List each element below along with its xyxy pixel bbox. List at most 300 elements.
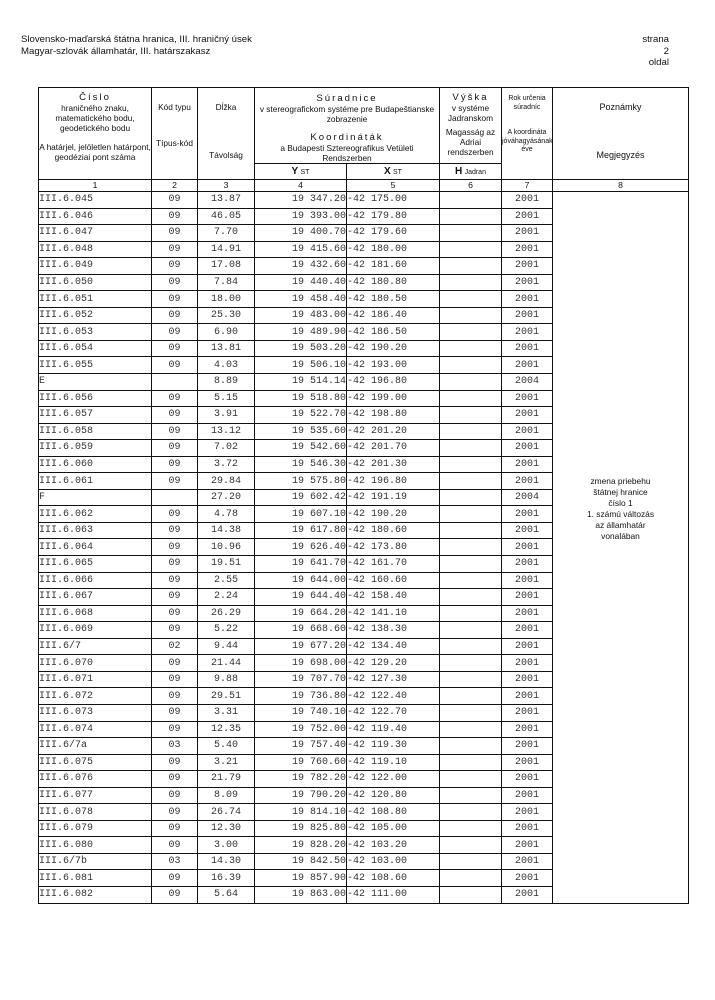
y-coordinate-cell: 19 644.40	[255, 589, 347, 606]
length-cell: 2.55	[198, 572, 255, 589]
y-coordinate-cell: 19 440.40	[255, 274, 347, 291]
page-header-titles	[21, 34, 252, 57]
header-x-letter: X	[384, 165, 391, 177]
year-cell: 2001	[502, 572, 553, 589]
year-cell: 2001	[502, 274, 553, 291]
height-cell	[440, 357, 502, 374]
point-number-cell: III.6.046	[39, 208, 152, 225]
year-cell: 2001	[502, 721, 553, 738]
y-coordinate-cell: 19 677.20	[255, 638, 347, 655]
y-coordinate-cell: 19 752.00	[255, 721, 347, 738]
year-cell: 2001	[502, 837, 553, 854]
point-number-cell: III.6/7	[39, 638, 152, 655]
length-cell: 13.12	[198, 423, 255, 440]
length-cell: 3.31	[198, 704, 255, 721]
note-line: štátnej hranice	[593, 487, 648, 497]
height-cell	[440, 754, 502, 771]
page-label-hungarian: oldal	[648, 57, 669, 68]
column-number: 5	[347, 180, 440, 192]
y-coordinate-cell: 19 432.60	[255, 258, 347, 275]
type-code-cell: 09	[152, 506, 198, 523]
point-number-cell: III.6.053	[39, 324, 152, 341]
type-code-cell: 09	[152, 473, 198, 490]
header-coordinates-title-slovak: Súradnice	[316, 93, 378, 104]
type-code-cell	[152, 489, 198, 506]
year-cell: 2001	[502, 870, 553, 887]
note-line: číslo 1	[608, 498, 633, 508]
y-coordinate-cell: 19 863.00	[255, 886, 347, 903]
y-coordinate-cell: 19 602.42	[255, 489, 347, 506]
type-code-cell: 09	[152, 390, 198, 407]
height-cell	[440, 837, 502, 854]
year-cell: 2001	[502, 787, 553, 804]
x-coordinate-cell: -42 129.20	[347, 655, 440, 672]
type-code-cell: 09	[152, 225, 198, 242]
length-cell: 21.44	[198, 655, 255, 672]
year-cell: 2001	[502, 192, 553, 209]
point-number-cell: III.6.075	[39, 754, 152, 771]
x-coordinate-cell: -42 119.10	[347, 754, 440, 771]
y-coordinate-cell: 19 546.30	[255, 456, 347, 473]
year-cell: 2001	[502, 324, 553, 341]
length-cell: 46.05	[198, 208, 255, 225]
year-cell: 2001	[502, 754, 553, 771]
height-cell	[440, 258, 502, 275]
point-number-cell: III.6.068	[39, 605, 152, 622]
x-coordinate-cell: -42 198.80	[347, 407, 440, 424]
type-code-cell: 09	[152, 241, 198, 258]
type-code-cell: 09	[152, 291, 198, 308]
height-cell	[440, 208, 502, 225]
x-coordinate-cell: -42 119.30	[347, 738, 440, 755]
page-label-slovak: strana	[642, 34, 669, 45]
y-coordinate-cell: 19 415.60	[255, 241, 347, 258]
x-coordinate-cell: -42 103.00	[347, 853, 440, 870]
x-coordinate-cell: -42 158.40	[347, 589, 440, 606]
x-coordinate-cell: -42 161.70	[347, 556, 440, 573]
x-coordinate-cell: -42 120.80	[347, 787, 440, 804]
year-cell: 2001	[502, 886, 553, 903]
x-coordinate-cell: -42 122.40	[347, 688, 440, 705]
x-coordinate-cell: -42 181.60	[347, 258, 440, 275]
height-cell	[440, 489, 502, 506]
y-coordinate-cell: 19 514.14	[255, 374, 347, 391]
y-coordinate-cell: 19 698.00	[255, 655, 347, 672]
length-cell: 25.30	[198, 307, 255, 324]
point-number-cell: III.6.079	[39, 820, 152, 837]
length-cell: 3.21	[198, 754, 255, 771]
header-coordinates	[255, 88, 440, 164]
length-cell: 21.79	[198, 771, 255, 788]
year-cell: 2001	[502, 820, 553, 837]
table-body	[39, 192, 689, 904]
length-cell: 9.88	[198, 671, 255, 688]
y-coordinate-cell: 19 740.10	[255, 704, 347, 721]
point-number-cell: III.6.071	[39, 671, 152, 688]
length-cell: 29.51	[198, 688, 255, 705]
height-cell	[440, 738, 502, 755]
header-length-hungarian: Távolság	[209, 150, 243, 160]
length-cell: 7.70	[198, 225, 255, 242]
header-point-number-hungarian: A határjel, jelöletlen határpont, geodéziai pont száma	[39, 142, 151, 162]
length-cell: 17.08	[198, 258, 255, 275]
length-cell: 9.44	[198, 638, 255, 655]
x-coordinate-cell: -42 111.00	[347, 886, 440, 903]
year-cell: 2001	[502, 688, 553, 705]
height-cell	[440, 522, 502, 539]
type-code-cell: 09	[152, 208, 198, 225]
length-cell: 29.84	[198, 473, 255, 490]
point-number-cell: III.6.072	[39, 688, 152, 705]
length-cell: 12.30	[198, 820, 255, 837]
year-cell: 2001	[502, 738, 553, 755]
header-h-letter: H	[455, 165, 463, 177]
length-cell: 5.64	[198, 886, 255, 903]
year-cell: 2001	[502, 258, 553, 275]
header-y-coordinate	[255, 164, 347, 180]
year-cell: 2001	[502, 473, 553, 490]
header-point-number-slovak: hraničného znaku, matematického bodu, geodetického bodu	[55, 103, 135, 133]
height-cell	[440, 390, 502, 407]
x-coordinate-cell: -42 108.80	[347, 804, 440, 821]
height-cell	[440, 572, 502, 589]
length-cell: 26.29	[198, 605, 255, 622]
type-code-cell: 03	[152, 853, 198, 870]
x-coordinate-cell: -42 179.80	[347, 208, 440, 225]
point-number-cell: III.6.049	[39, 258, 152, 275]
point-number-cell: III.6.074	[39, 721, 152, 738]
year-cell: 2004	[502, 489, 553, 506]
length-cell: 3.72	[198, 456, 255, 473]
height-cell	[440, 804, 502, 821]
x-coordinate-cell: -42 190.20	[347, 506, 440, 523]
header-coordinates-slovak: v stereografickom systéme pre Budapeštianske zobrazenie	[259, 104, 435, 124]
point-number-cell: III.6/7b	[39, 853, 152, 870]
header-type-code-hungarian: Típus-kód	[156, 138, 193, 148]
type-code-cell: 09	[152, 423, 198, 440]
type-code-cell: 09	[152, 721, 198, 738]
column-number: 1	[39, 180, 152, 192]
type-code-cell: 09	[152, 655, 198, 672]
x-coordinate-cell: -42 190.20	[347, 340, 440, 357]
height-cell	[440, 556, 502, 573]
point-number-cell: III.6.062	[39, 506, 152, 523]
type-code-cell: 09	[152, 886, 198, 903]
column-number: 6	[440, 180, 502, 192]
x-coordinate-cell: -42 186.40	[347, 307, 440, 324]
header-year-hungarian: A koordináta jóváhagyásának éve	[502, 129, 553, 154]
year-cell: 2001	[502, 357, 553, 374]
coordinates-table	[38, 87, 689, 904]
x-coordinate-cell: -42 175.00	[347, 192, 440, 209]
year-cell: 2004	[502, 374, 553, 391]
year-cell: 2001	[502, 456, 553, 473]
x-coordinate-cell: -42 122.00	[347, 771, 440, 788]
length-cell: 26.74	[198, 804, 255, 821]
length-cell: 6.90	[198, 324, 255, 341]
length-cell: 18.00	[198, 291, 255, 308]
type-code-cell: 09	[152, 192, 198, 209]
x-coordinate-cell: -42 201.20	[347, 423, 440, 440]
point-number-cell: III.6.077	[39, 787, 152, 804]
type-code-cell: 03	[152, 738, 198, 755]
point-number-cell: III.6.073	[39, 704, 152, 721]
y-coordinate-cell: 19 542.60	[255, 440, 347, 457]
height-cell	[440, 771, 502, 788]
year-cell: 2001	[502, 506, 553, 523]
header-type-code	[152, 88, 198, 180]
table-row	[39, 192, 689, 209]
point-number-cell: III.6.078	[39, 804, 152, 821]
x-coordinate-cell: -42 196.80	[347, 473, 440, 490]
type-code-cell: 09	[152, 605, 198, 622]
y-coordinate-cell: 19 857.90	[255, 870, 347, 887]
x-coordinate-cell: -42 180.00	[347, 241, 440, 258]
height-cell	[440, 721, 502, 738]
length-cell: 5.15	[198, 390, 255, 407]
type-code-cell: 09	[152, 456, 198, 473]
point-number-cell: III.6.045	[39, 192, 152, 209]
year-cell: 2001	[502, 340, 553, 357]
height-cell	[440, 671, 502, 688]
point-number-cell: III.6.082	[39, 886, 152, 903]
point-number-cell: III.6.052	[39, 307, 152, 324]
length-cell: 3.91	[198, 407, 255, 424]
x-coordinate-cell: -42 105.00	[347, 820, 440, 837]
y-coordinate-cell: 19 825.80	[255, 820, 347, 837]
type-code-cell: 09	[152, 522, 198, 539]
year-cell: 2001	[502, 241, 553, 258]
header-notes	[553, 88, 689, 180]
year-cell: 2001	[502, 390, 553, 407]
type-code-cell: 09	[152, 688, 198, 705]
height-cell	[440, 291, 502, 308]
column-number: 8	[553, 180, 689, 192]
height-cell	[440, 473, 502, 490]
height-cell	[440, 622, 502, 639]
length-cell: 8.09	[198, 787, 255, 804]
x-coordinate-cell: -42 103.20	[347, 837, 440, 854]
year-cell: 2001	[502, 522, 553, 539]
height-cell	[440, 589, 502, 606]
x-coordinate-cell: -42 173.80	[347, 539, 440, 556]
header-h-suffix: Jadran	[464, 168, 486, 176]
header-title-hungarian: Magyar-szlovák államhatár, III. határszakasz	[21, 45, 211, 57]
length-cell: 5.22	[198, 622, 255, 639]
y-coordinate-cell: 19 668.60	[255, 622, 347, 639]
point-number-cell: F	[39, 489, 152, 506]
header-h-jadran	[440, 164, 502, 180]
year-cell: 2001	[502, 655, 553, 672]
height-cell	[440, 340, 502, 357]
y-coordinate-cell: 19 644.00	[255, 572, 347, 589]
height-cell	[440, 456, 502, 473]
type-code-cell: 09	[152, 820, 198, 837]
point-number-cell: III.6.066	[39, 572, 152, 589]
type-code-cell: 09	[152, 771, 198, 788]
height-cell	[440, 440, 502, 457]
type-code-cell: 09	[152, 622, 198, 639]
notes-cell	[553, 192, 689, 904]
year-cell: 2001	[502, 671, 553, 688]
note-line: az államhatár	[595, 520, 646, 530]
length-cell: 13.87	[198, 192, 255, 209]
height-cell	[440, 688, 502, 705]
y-coordinate-cell: 19 489.90	[255, 324, 347, 341]
height-cell	[440, 506, 502, 523]
point-number-cell: III.6.050	[39, 274, 152, 291]
height-cell	[440, 787, 502, 804]
height-cell	[440, 407, 502, 424]
x-coordinate-cell: -42 196.80	[347, 374, 440, 391]
length-cell: 19.51	[198, 556, 255, 573]
header-year	[502, 88, 553, 180]
y-coordinate-cell: 19 782.20	[255, 771, 347, 788]
type-code-cell: 09	[152, 407, 198, 424]
header-title-slovak: Slovensko-maďarská štátna hranica, III. hraničný úsek	[21, 34, 252, 45]
year-cell: 2001	[502, 225, 553, 242]
y-coordinate-cell: 19 458.40	[255, 291, 347, 308]
x-coordinate-cell: -42 138.30	[347, 622, 440, 639]
header-height-slovak: v systéme Jadranskom	[447, 103, 494, 123]
type-code-cell: 09	[152, 307, 198, 324]
length-cell: 14.30	[198, 853, 255, 870]
header-notes-hungarian: Megjegyzés	[596, 150, 645, 160]
point-number-cell: III.6.048	[39, 241, 152, 258]
y-coordinate-cell: 19 790.20	[255, 787, 347, 804]
length-cell: 8.89	[198, 374, 255, 391]
y-coordinate-cell: 19 626.40	[255, 539, 347, 556]
type-code-cell: 09	[152, 804, 198, 821]
point-number-cell: III.6.061	[39, 473, 152, 490]
type-code-cell	[152, 374, 198, 391]
y-coordinate-cell: 19 575.80	[255, 473, 347, 490]
height-cell	[440, 820, 502, 837]
year-cell: 2001	[502, 804, 553, 821]
type-code-cell: 09	[152, 704, 198, 721]
year-cell: 2001	[502, 291, 553, 308]
column-number: 4	[255, 180, 347, 192]
y-coordinate-cell: 19 814.10	[255, 804, 347, 821]
note-line: 1. számú változás	[586, 509, 655, 519]
point-number-cell: III.6.051	[39, 291, 152, 308]
point-number-cell: III.6.059	[39, 440, 152, 457]
y-coordinate-cell: 19 503.20	[255, 340, 347, 357]
y-coordinate-cell: 19 757.40	[255, 738, 347, 755]
column-number: 2	[152, 180, 198, 192]
length-cell: 2.24	[198, 589, 255, 606]
header-height-title: Výška	[452, 92, 489, 103]
x-coordinate-cell: -42 119.40	[347, 721, 440, 738]
height-cell	[440, 324, 502, 341]
note-line: zmena priebehu	[590, 476, 651, 486]
length-cell: 14.91	[198, 241, 255, 258]
year-cell: 2001	[502, 853, 553, 870]
height-cell	[440, 638, 502, 655]
point-number-cell: III.6.057	[39, 407, 152, 424]
page-number-block	[642, 34, 669, 69]
type-code-cell: 09	[152, 324, 198, 341]
point-number-cell: III.6.054	[39, 340, 152, 357]
y-coordinate-cell: 19 736.80	[255, 688, 347, 705]
y-coordinate-cell: 19 664.20	[255, 605, 347, 622]
point-number-cell: III.6.056	[39, 390, 152, 407]
header-point-number	[39, 88, 152, 180]
height-cell	[440, 853, 502, 870]
height-cell	[440, 539, 502, 556]
point-number-cell: III.6/7a	[39, 738, 152, 755]
year-cell: 2001	[502, 407, 553, 424]
header-y-letter: Y	[291, 165, 299, 177]
length-cell: 5.40	[198, 738, 255, 755]
y-coordinate-cell: 19 828.20	[255, 837, 347, 854]
length-cell: 12.35	[198, 721, 255, 738]
type-code-cell: 09	[152, 754, 198, 771]
x-coordinate-cell: -42 191.19	[347, 489, 440, 506]
header-coordinates-title-hungarian: Koordináták	[310, 132, 384, 143]
year-cell: 2001	[502, 208, 553, 225]
point-number-cell: III.6.047	[39, 225, 152, 242]
year-cell: 2001	[502, 440, 553, 457]
length-cell: 13.81	[198, 340, 255, 357]
point-number-cell: III.6.069	[39, 622, 152, 639]
length-cell: 27.20	[198, 489, 255, 506]
year-cell: 2001	[502, 307, 553, 324]
header-y-suffix: ST	[300, 168, 310, 176]
height-cell	[440, 225, 502, 242]
height-cell	[440, 241, 502, 258]
height-cell	[440, 274, 502, 291]
y-coordinate-cell: 19 393.00	[255, 208, 347, 225]
column-number: 7	[502, 180, 553, 192]
x-coordinate-cell: -42 180.60	[347, 522, 440, 539]
type-code-cell: 09	[152, 870, 198, 887]
type-code-cell: 09	[152, 539, 198, 556]
x-coordinate-cell: -42 179.60	[347, 225, 440, 242]
height-cell	[440, 605, 502, 622]
column-number-row	[39, 180, 689, 192]
x-coordinate-cell: -42 199.00	[347, 390, 440, 407]
x-coordinate-cell: -42 180.80	[347, 274, 440, 291]
height-cell	[440, 655, 502, 672]
header-coordinates-hungarian: a Budapesti Sztereografikus Vetületi Rendszerben	[280, 143, 414, 163]
year-cell: 2001	[502, 589, 553, 606]
y-coordinate-cell: 19 607.10	[255, 506, 347, 523]
length-cell: 4.03	[198, 357, 255, 374]
y-coordinate-cell: 19 707.70	[255, 671, 347, 688]
y-coordinate-cell: 19 400.70	[255, 225, 347, 242]
year-cell: 2001	[502, 638, 553, 655]
height-cell	[440, 307, 502, 324]
y-coordinate-cell: 19 347.20	[255, 192, 347, 209]
point-number-cell: III.6.064	[39, 539, 152, 556]
year-cell: 2001	[502, 423, 553, 440]
y-coordinate-cell: 19 483.00	[255, 307, 347, 324]
length-cell: 7.02	[198, 440, 255, 457]
type-code-cell: 09	[152, 340, 198, 357]
type-code-cell: 09	[152, 556, 198, 573]
x-coordinate-cell: -42 180.50	[347, 291, 440, 308]
column-number: 3	[198, 180, 255, 192]
y-coordinate-cell: 19 760.60	[255, 754, 347, 771]
height-cell	[440, 423, 502, 440]
year-cell: 2001	[502, 771, 553, 788]
header-x-suffix: ST	[393, 168, 402, 176]
type-code-cell: 09	[152, 837, 198, 854]
point-number-cell: III.6.055	[39, 357, 152, 374]
x-coordinate-cell: -42 127.30	[347, 671, 440, 688]
point-number-cell: III.6.070	[39, 655, 152, 672]
